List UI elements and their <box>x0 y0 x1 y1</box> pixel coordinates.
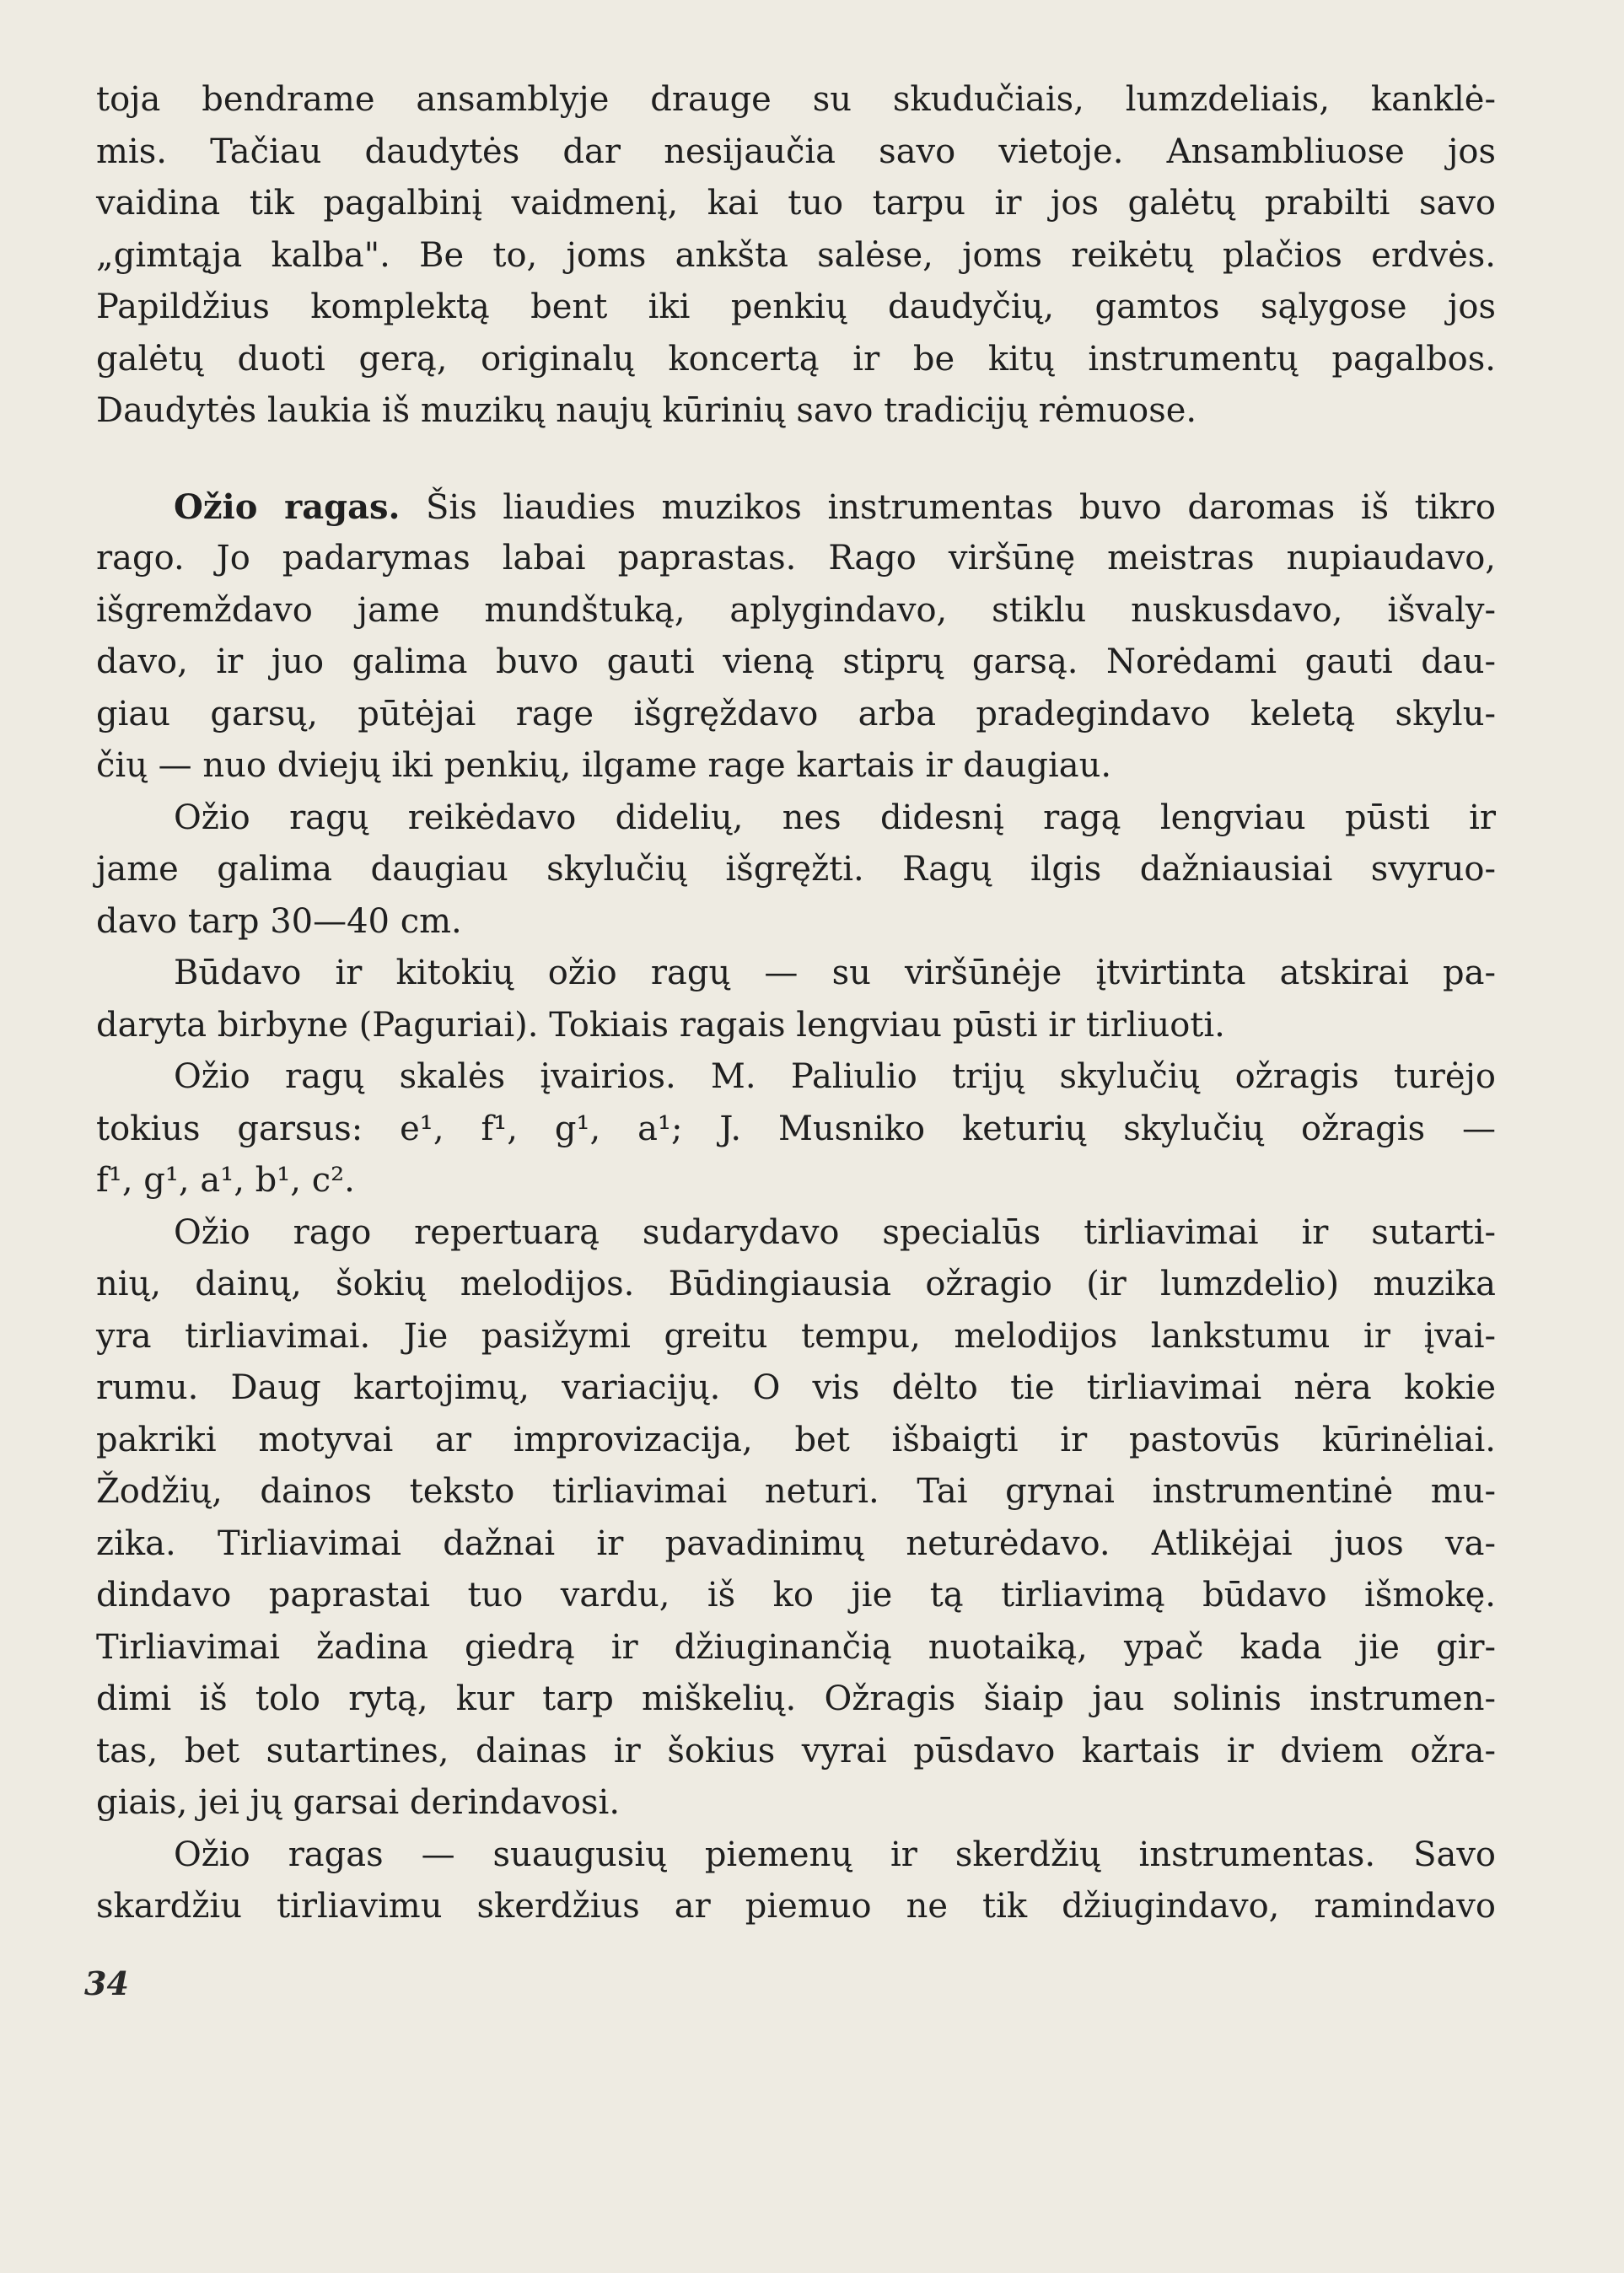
text-line: giau garsų, pūtėjai rage išgręždavo arba pradegindavo keletą skylu- <box>96 694 1496 733</box>
text-line: Ožio ragų reikėdavo didelių, nes didesnį ragą lengviau pūsti ir <box>174 798 1496 837</box>
text-line: mis. Tačiau daudytės dar nesijaučia savo vietoje. Ansambliuose jos <box>96 132 1496 171</box>
text-line: nių, dainų, šokių melodijos. Būdingiausia ožragio (ir lumzdelio) muzika <box>96 1265 1496 1303</box>
text-line: Tirliavimai žadina giedrą ir džiuginančią nuotaiką, ypač kada jie gir- <box>96 1627 1496 1667</box>
section-start-line <box>96 481 1496 534</box>
text-line: Papildžius komplektą bent iki penkių daudyčių, gamtos sąlygose jos <box>96 287 1496 326</box>
text-line: dimi iš tolo rytą, kur tarp miškelių. Ožragis šiaip jau solinis instrumen- <box>96 1679 1496 1718</box>
section-heading: Ožio ragas. <box>174 486 401 527</box>
text-line: Ožio rago repertuarą sudarydavo specialūs tirliavimai ir sutarti- <box>174 1212 1496 1252</box>
text-line: skardžiu tirliavimu skerdžius ar piemuo ne tik džiugindavo, ramindavo <box>96 1887 1496 1926</box>
text-line: Būdavo ir kitokių ožio ragų — su viršūnėje įtvirtinta atskirai pa- <box>174 954 1496 992</box>
text-line: „gimtąja kalba". Be to, joms ankšta salėse, joms reikėtų plačios erdvės. <box>96 235 1496 275</box>
text-line: Ožio ragų skalės įvairios. M. Paliulio trijų skylučių ožragis turėjo <box>174 1057 1496 1096</box>
text-line: galėtų duoti gerą, originalų koncertą ir be kitų instrumentų pagalbos. <box>96 339 1496 379</box>
text-line: toja bendrame ansamblyje drauge su skudučiais, lumzdeliais, kanklė- <box>96 80 1496 119</box>
text-line: giais, jei jų garsai derindavosi. <box>96 1783 621 1822</box>
text-line: davo tarp 30—40 cm. <box>96 901 462 941</box>
text-line: f¹, g¹, a¹, b¹, c². <box>96 1161 355 1200</box>
text-line: jame galima daugiau skylučių išgręžti. Ragų ilgis dažniausiai svyruo- <box>96 850 1496 889</box>
text-line: Ožio ragas — suaugusių piemenų ir skerdžių instrumentas. Savo <box>174 1835 1496 1874</box>
paragraph-gap <box>96 438 1496 481</box>
text-line: pakriki motyvai ar improvizacija, bet išbaigti ir pastovūs kūrinėliai. <box>96 1420 1496 1459</box>
text-line: tokius garsus: e¹, f¹, g¹, a¹; J. Musniko keturių skylučių ožragis — <box>96 1109 1496 1148</box>
text-line: tas, bet sutartines, dainas ir šokius vyrai pūsdavo kartais ir dviem ožra- <box>96 1731 1496 1771</box>
text-line: dindavo paprastai tuo vardu, iš ko jie tą tirliavimą būdavo išmokę. <box>96 1576 1496 1615</box>
text-line: zika. Tirliavimai dažnai ir pavadinimų neturėdavo. Atlikėjai juos va- <box>96 1523 1496 1563</box>
text-line: Žodžių, dainos teksto tirliavimai neturi. Tai grynai instrumentinė mu- <box>96 1472 1496 1511</box>
text-line: rumu. Daug kartojimų, variacijų. O vis dėlto tie tirliavimai nėra kokie <box>96 1368 1496 1407</box>
text-line: davo, ir juo galima buvo gauti vieną stiprų garsą. Norėdami gauti dau- <box>96 642 1496 681</box>
text-line: vaidina tik pagalbinį vaidmenį, kai tuo tarpu ir jos galėtų prabilti savo <box>96 184 1496 223</box>
text-fragment: Šis liaudies muzikos instrumentas buvo daromas iš tikro <box>400 487 1496 527</box>
page-number: 34 <box>84 1964 129 2002</box>
text-line: išgremždavo jame mundštuką, aplygindavo, stiklu nuskusdavo, išvaly- <box>96 590 1496 630</box>
text-line: Daudytės laukia iš muzikų naujų kūrinių savo tradicijų rėmuose. <box>96 391 1197 430</box>
body-text <box>96 74 1496 1933</box>
text-line: daryta birbyne (Paguriai). Tokiais ragais lengviau pūsti ir tirliuoti. <box>96 1005 1225 1045</box>
text-line: čių — nuo dviejų iki penkių, ilgame rage kartais ir daugiau. <box>96 746 1112 785</box>
text-line: yra tirliavimai. Jie pasižymi greitu tempu, melodijos lankstumu ir įvai- <box>96 1316 1496 1356</box>
text-line: rago. Jo padarymas labai paprastas. Rago viršūnę meistras nupiaudavo, <box>96 539 1496 578</box>
